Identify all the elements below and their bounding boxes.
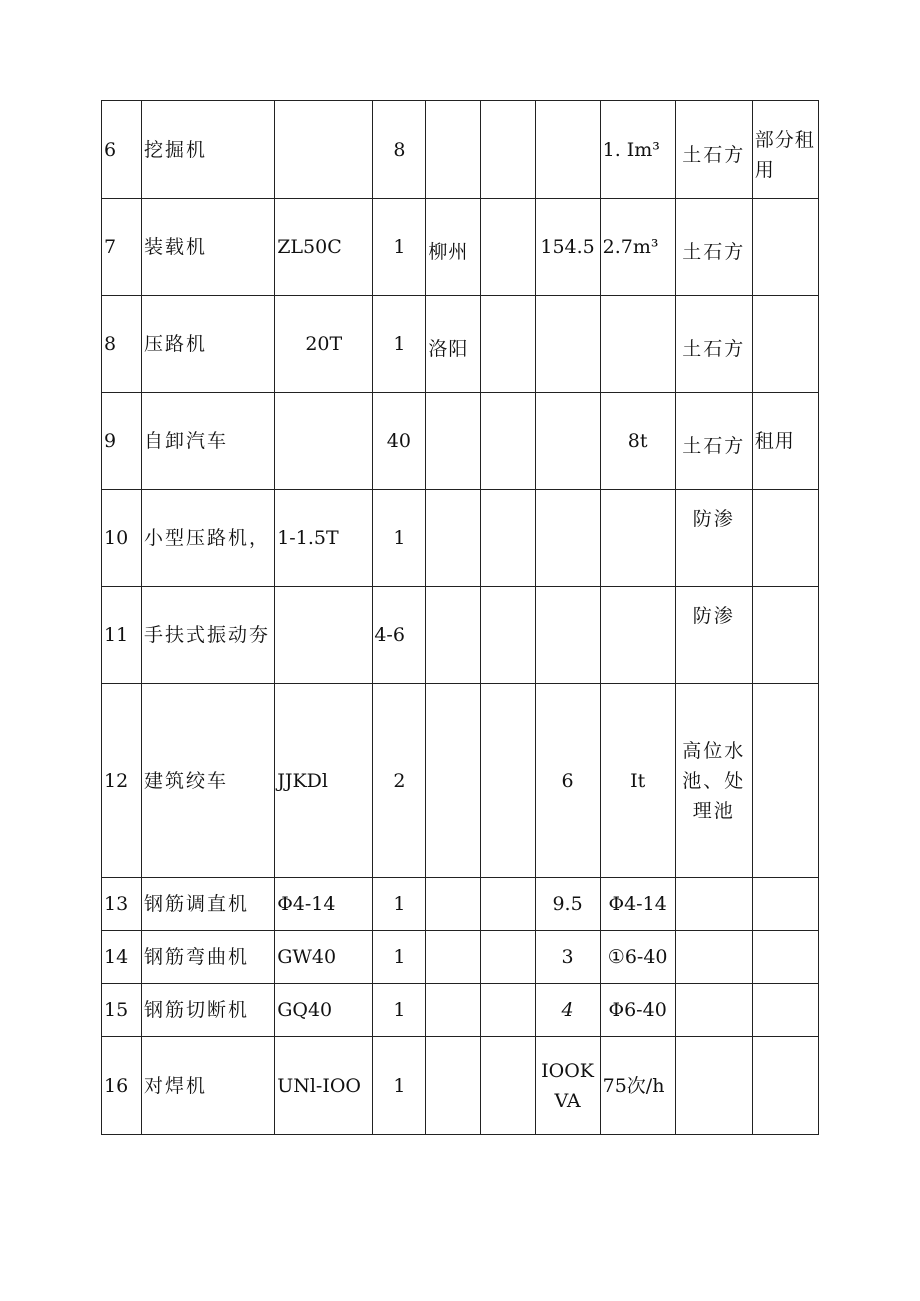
row-number: 6	[102, 101, 142, 199]
equipment-use: 高位水池、处理池	[675, 684, 752, 878]
equipment-year	[481, 296, 535, 393]
equipment-power: 6	[535, 684, 600, 878]
equipment-origin	[426, 878, 481, 931]
origin-text: 柳州	[428, 241, 469, 263]
equipment-origin	[426, 931, 481, 984]
equipment-name: 小型压路机，	[142, 490, 275, 587]
table-row	[102, 393, 819, 490]
table-row	[102, 296, 819, 393]
equipment-power: IOOKVA	[535, 1037, 600, 1135]
equipment-origin	[426, 393, 481, 490]
table-row	[102, 490, 819, 587]
use-text: 土石方	[682, 143, 746, 166]
equipment-quantity: 1	[373, 490, 426, 587]
row-number: 8	[102, 296, 142, 393]
equipment-use: 防渗	[675, 587, 752, 684]
use-text: 土石方	[682, 338, 746, 360]
equipment-origin	[426, 490, 481, 587]
equipment-note	[752, 199, 818, 296]
equipment-origin	[426, 984, 481, 1037]
equipment-capacity: ①6-40	[600, 931, 675, 984]
equipment-year	[481, 684, 535, 878]
equipment-name: 对焊机	[142, 1037, 275, 1135]
equipment-origin	[426, 296, 481, 393]
equipment-capacity: 8t	[600, 393, 675, 490]
equipment-capacity: 2.7m³	[600, 199, 675, 296]
equipment-note	[752, 684, 818, 878]
row-number: 11	[102, 587, 142, 684]
equipment-power: 154.5	[535, 199, 600, 296]
equipment-model: GQ40	[275, 984, 373, 1037]
equipment-year	[481, 1037, 535, 1135]
equipment-capacity	[600, 587, 675, 684]
row-number: 13	[102, 878, 142, 931]
equipment-power	[535, 587, 600, 684]
equipment-model: Φ4-14	[275, 878, 373, 931]
equipment-year	[481, 199, 535, 296]
equipment-model: ZL50C	[275, 199, 373, 296]
origin-text: 洛阳	[428, 338, 469, 360]
equipment-origin	[426, 587, 481, 684]
equipment-note	[752, 878, 818, 931]
table-row	[102, 878, 819, 931]
equipment-name: 自卸汽车	[142, 393, 275, 490]
equipment-name: 钢筋调直机	[142, 878, 275, 931]
row-number: 7	[102, 199, 142, 296]
equipment-use	[675, 878, 752, 931]
equipment-year	[481, 878, 535, 931]
equipment-use	[675, 931, 752, 984]
equipment-table	[101, 100, 819, 1135]
equipment-power	[535, 393, 600, 490]
equipment-capacity: Φ4-14	[600, 878, 675, 931]
table-row	[102, 984, 819, 1037]
equipment-name: 挖掘机	[142, 101, 275, 199]
equipment-origin	[426, 199, 481, 296]
equipment-note	[752, 931, 818, 984]
row-number: 9	[102, 393, 142, 490]
row-number: 12	[102, 684, 142, 878]
equipment-note	[752, 587, 818, 684]
equipment-use	[675, 984, 752, 1037]
equipment-note	[752, 1037, 818, 1135]
equipment-year	[481, 490, 535, 587]
equipment-quantity: 1	[373, 199, 426, 296]
equipment-model: JJKDl	[275, 684, 373, 878]
table-row	[102, 587, 819, 684]
row-number: 14	[102, 931, 142, 984]
equipment-note	[752, 984, 818, 1037]
equipment-use	[675, 296, 752, 393]
equipment-capacity: Φ6-40	[600, 984, 675, 1037]
equipment-quantity: 1	[373, 984, 426, 1037]
equipment-capacity: 75次/h	[600, 1037, 675, 1135]
table-row	[102, 684, 819, 878]
equipment-name: 压路机	[142, 296, 275, 393]
table-row	[102, 199, 819, 296]
equipment-year	[481, 101, 535, 199]
equipment-model	[275, 587, 373, 684]
row-number: 15	[102, 984, 142, 1037]
equipment-power	[535, 296, 600, 393]
equipment-origin	[426, 101, 481, 199]
equipment-use: 防渗	[675, 490, 752, 587]
equipment-quantity: 1	[373, 296, 426, 393]
equipment-origin	[426, 1037, 481, 1135]
equipment-year	[481, 931, 535, 984]
equipment-quantity: 8	[373, 101, 426, 199]
equipment-quantity: 2	[373, 684, 426, 878]
equipment-name: 建筑绞车	[142, 684, 275, 878]
equipment-quantity: 1	[373, 1037, 426, 1135]
equipment-name: 装载机	[142, 199, 275, 296]
equipment-model	[275, 393, 373, 490]
table-row	[102, 1037, 819, 1135]
row-number: 10	[102, 490, 142, 587]
equipment-quantity: 40	[373, 393, 426, 490]
equipment-use	[675, 1037, 752, 1135]
equipment-name: 手扶式振动夯	[142, 587, 275, 684]
equipment-model: 1-1.5T	[275, 490, 373, 587]
equipment-quantity: 1	[373, 878, 426, 931]
equipment-capacity: It	[600, 684, 675, 878]
equipment-use	[675, 199, 752, 296]
equipment-name: 钢筋切断机	[142, 984, 275, 1037]
equipment-use	[675, 101, 752, 199]
equipment-model: 20T	[275, 296, 373, 393]
equipment-power	[535, 101, 600, 199]
equipment-quantity: 4-6	[373, 587, 426, 684]
equipment-capacity: 1. Im³	[600, 101, 675, 199]
equipment-year	[481, 393, 535, 490]
equipment-year	[481, 587, 535, 684]
use-text: 土石方	[682, 435, 746, 457]
equipment-power: 9.5	[535, 878, 600, 931]
equipment-model: UNl-IOO	[275, 1037, 373, 1135]
equipment-capacity	[600, 296, 675, 393]
equipment-year	[481, 984, 535, 1037]
table-row	[102, 931, 819, 984]
equipment-note: 租用	[752, 393, 818, 490]
equipment-note: 部分租用	[752, 101, 818, 199]
row-number: 16	[102, 1037, 142, 1135]
equipment-model	[275, 101, 373, 199]
equipment-power: 3	[535, 931, 600, 984]
equipment-power: 4	[535, 984, 600, 1037]
equipment-use	[675, 393, 752, 490]
equipment-model: GW40	[275, 931, 373, 984]
equipment-power	[535, 490, 600, 587]
equipment-origin	[426, 684, 481, 878]
equipment-note	[752, 490, 818, 587]
equipment-name: 钢筋弯曲机	[142, 931, 275, 984]
equipment-note	[752, 296, 818, 393]
equipment-quantity: 1	[373, 931, 426, 984]
use-text: 土石方	[682, 241, 746, 263]
table-row	[102, 101, 819, 199]
equipment-capacity	[600, 490, 675, 587]
